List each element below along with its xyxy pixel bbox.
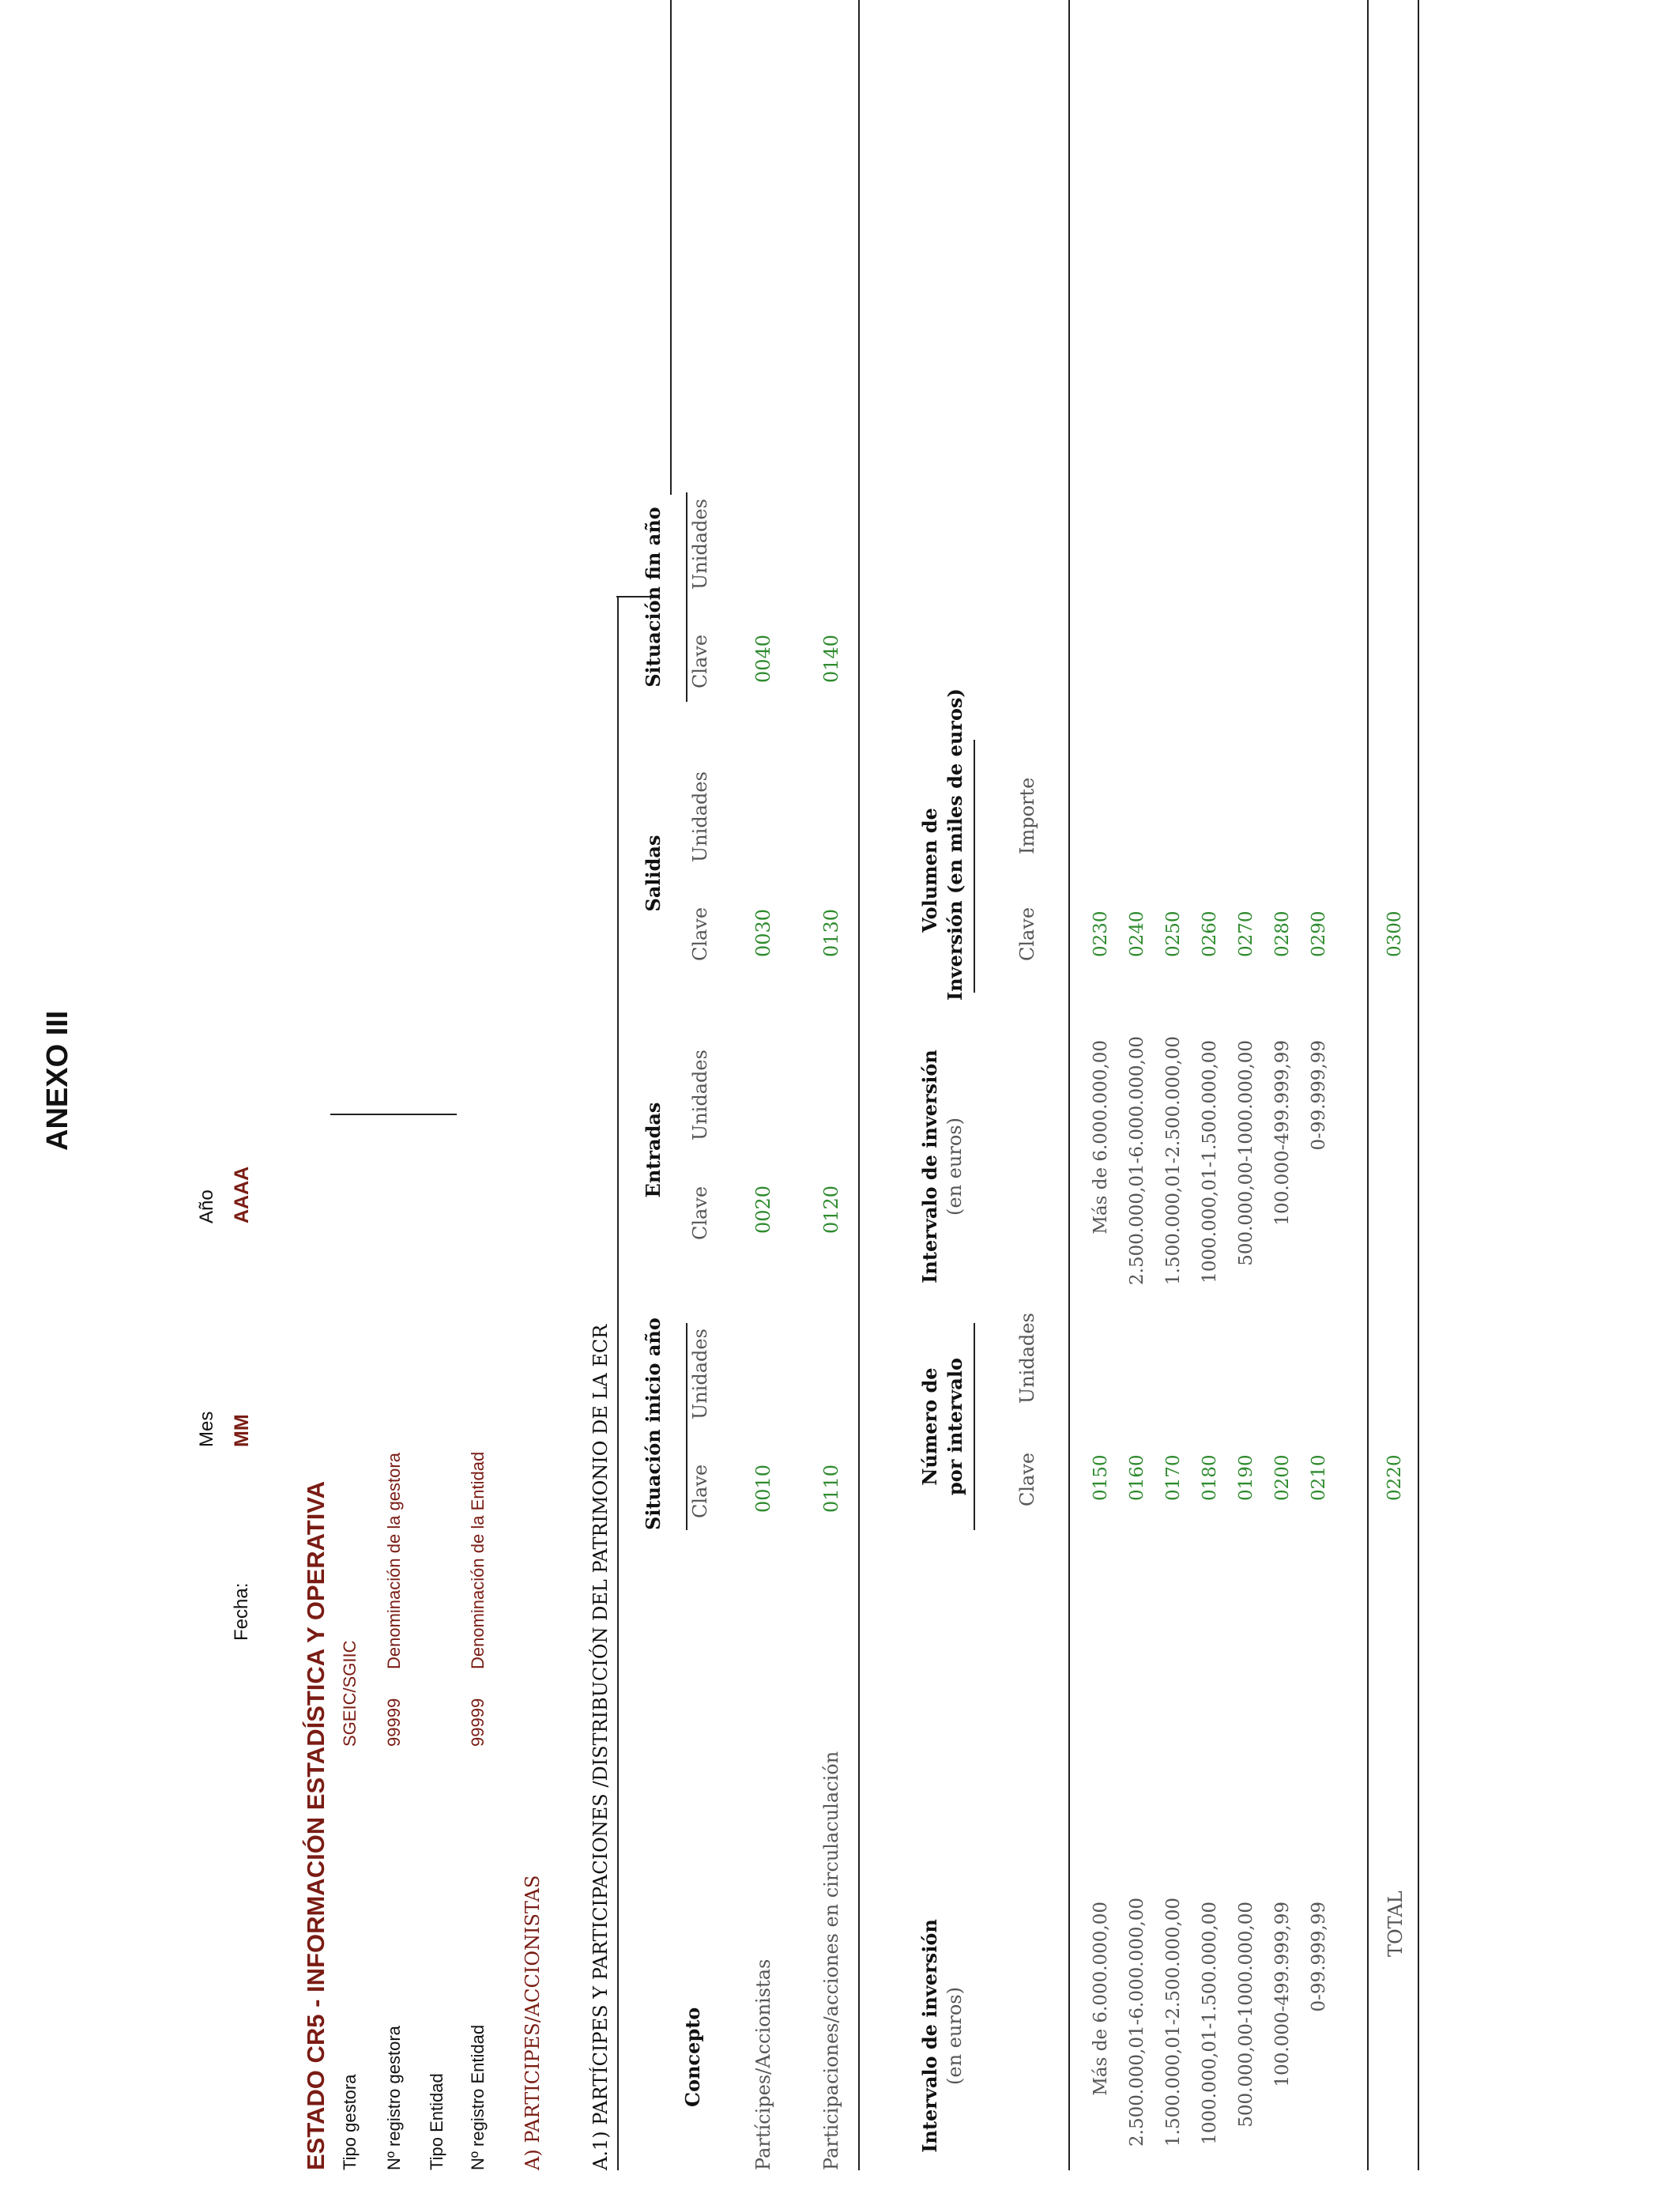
table2-vol-header-2: Inversión (en miles de euros)	[944, 688, 966, 1001]
code-0010: 0010	[752, 1464, 774, 1513]
table1-group-inicio: Situación inicio año	[642, 1318, 665, 1530]
table1-entradas-unidades-label: Unidades	[689, 1050, 711, 1140]
table2-vol-underline	[974, 740, 975, 993]
registro-entidad-label: Nº registro Entidad	[468, 2024, 488, 2170]
table2-interval-mid: 500.000,00-1000.000,00	[1236, 1040, 1256, 1266]
code-0120: 0120	[820, 1185, 842, 1234]
table2-interval-left: 500.000,00-1000.000,00	[1236, 1902, 1256, 2128]
annex-title: ANEXO III	[41, 1010, 74, 1151]
table2-interval-mid: Más de 6.000.000,00	[1090, 1040, 1111, 1235]
table1-inicio-underline	[686, 1323, 687, 1530]
table2-vol-clave-label: Clave	[1016, 907, 1038, 961]
code-0290: 0290	[1309, 910, 1329, 957]
section-a1-rule	[617, 598, 619, 2170]
registro-entidad-value: 99999	[468, 1698, 488, 1747]
section-a-heading: A) PARTICIPES/ACCIONISTAS	[522, 1875, 544, 2170]
table1-entradas-clave-label: Clave	[689, 1186, 711, 1240]
table1-fin-underline	[686, 492, 687, 702]
table2-num-underline	[974, 1323, 975, 1530]
code-0190: 0190	[1236, 1454, 1256, 1501]
table1-salidas-unidades-label: Unidades	[689, 771, 711, 862]
table2-num-unidades-label: Unidades	[1016, 1313, 1038, 1404]
table2-interval-mid: 1000.000,01-1.500.000,00	[1200, 1040, 1220, 1284]
table2-total-top-line	[1367, 0, 1369, 2170]
code-0170: 0170	[1163, 1454, 1184, 1501]
code-0110: 0110	[820, 1464, 842, 1513]
denominacion-gestora: Denominación de la gestora	[384, 1453, 404, 1669]
tipo-gestora-value: SGEIC/SGIIC	[340, 1640, 360, 1747]
table2-num-header-2: por intervalo	[944, 1358, 966, 1495]
table2-interval-mid: 1.500.000,01-2.500.000,00	[1163, 1035, 1184, 1285]
table2-interval-left: 0-99.999,99	[1309, 1902, 1329, 2012]
table1-row-label: Participaciones/acciones en circulaculación	[820, 1751, 842, 2170]
registro-gestora-value: 99999	[384, 1698, 404, 1747]
table2-total-bottom-line	[1418, 0, 1419, 2170]
code-0220: 0220	[1384, 1454, 1405, 1501]
table2-interval-mid: 100.000-499.999,99	[1272, 1040, 1293, 1226]
registro-gestora-label: Nº registro gestora	[384, 2026, 404, 2170]
table2-interval-header: Intervalo de inversión	[918, 1919, 941, 2153]
code-0260: 0260	[1200, 910, 1220, 957]
table1-group-entradas: Entradas	[642, 1102, 665, 1198]
table1-right-rule	[670, 0, 672, 495]
header-divider	[330, 1114, 457, 1115]
code-0040: 0040	[752, 634, 774, 683]
code-0150: 0150	[1090, 1454, 1111, 1501]
table1-group-fin: Situación fin año	[642, 507, 665, 688]
code-0240: 0240	[1127, 910, 1147, 957]
table2-interval-mid: 0-99.999,99	[1309, 1040, 1329, 1151]
tipo-entidad-label: Tipo Entidad	[427, 2073, 446, 2170]
date-mes-value: MM	[231, 1414, 253, 1447]
code-0020: 0020	[752, 1185, 774, 1234]
code-0300: 0300	[1384, 910, 1405, 957]
table2-interval-subheader: (en euros)	[944, 1987, 966, 2085]
table2-interval-left: 1.500.000,01-2.500.000,00	[1163, 1897, 1184, 2147]
table2-interval-subheader-2: (en euros)	[944, 1118, 966, 1216]
table1-bottom-line	[858, 0, 860, 2170]
table2-interval-left: 1000.000,01-1.500.000,00	[1200, 1902, 1220, 2145]
table2-interval-left: 2.500.000,01-6.000.000,00	[1127, 1897, 1147, 2147]
date-mes-label: Mes	[196, 1411, 217, 1447]
code-0280: 0280	[1272, 910, 1293, 957]
code-0140: 0140	[820, 634, 842, 683]
table2-top-line	[1068, 0, 1070, 2170]
code-0270: 0270	[1236, 910, 1256, 957]
table1-salidas-clave-label: Clave	[689, 907, 711, 961]
table1-fin-clave-label: Clave	[689, 634, 711, 688]
table2-interval-mid: 2.500.000,01-6.000.000,00	[1127, 1035, 1147, 1285]
table2-num-clave-label: Clave	[1016, 1452, 1038, 1506]
table2-interval-header-2: Intervalo de inversión	[918, 1050, 941, 1284]
code-0210: 0210	[1309, 1454, 1329, 1501]
table2-total-label: TOTAL	[1384, 1891, 1407, 1957]
table1-concept-header: Concepto	[681, 2007, 704, 2107]
table1-fin-unidades-label: Unidades	[689, 499, 711, 590]
table1-inicio-unidades-label: Unidades	[689, 1329, 711, 1419]
table2-vol-header-1: Volumen de	[918, 808, 941, 933]
estado-title: ESTADO CR5 - INFORMACIÓN ESTADÍSTICA Y OPERATIVA	[302, 1480, 330, 2170]
code-0200: 0200	[1272, 1454, 1293, 1501]
table1-row-label: Partícipes/Accionistas	[752, 1958, 774, 2170]
table2-vol-importe-label: Importe	[1016, 777, 1038, 854]
table2-interval-left: 100.000-499.999,99	[1272, 1902, 1293, 2087]
tipo-gestora-label: Tipo gestora	[340, 2074, 360, 2170]
date-anio-value: AAAA	[231, 1166, 253, 1223]
code-0030: 0030	[752, 908, 774, 957]
denominacion-entidad: Denominación de la Entidad	[468, 1451, 488, 1669]
code-0180: 0180	[1200, 1454, 1220, 1501]
code-0250: 0250	[1163, 910, 1184, 957]
code-0230: 0230	[1090, 910, 1111, 957]
table2-interval-left: Más de 6.000.000,00	[1090, 1902, 1111, 2096]
table1-group-salidas: Salidas	[642, 835, 665, 912]
code-0160: 0160	[1127, 1454, 1147, 1501]
date-label: Fecha:	[231, 1582, 252, 1641]
table2-num-header-1: Número de	[918, 1367, 941, 1486]
code-0130: 0130	[820, 908, 842, 957]
section-a1-heading: A.1) PARTÍCIPES Y PARTICIPACIONES /DISTRIBUCIÓN DEL PATRIMONIO DE LA ECR	[590, 1324, 612, 2170]
table1-inicio-clave-label: Clave	[689, 1464, 711, 1518]
date-anio-label: Año	[196, 1189, 217, 1223]
